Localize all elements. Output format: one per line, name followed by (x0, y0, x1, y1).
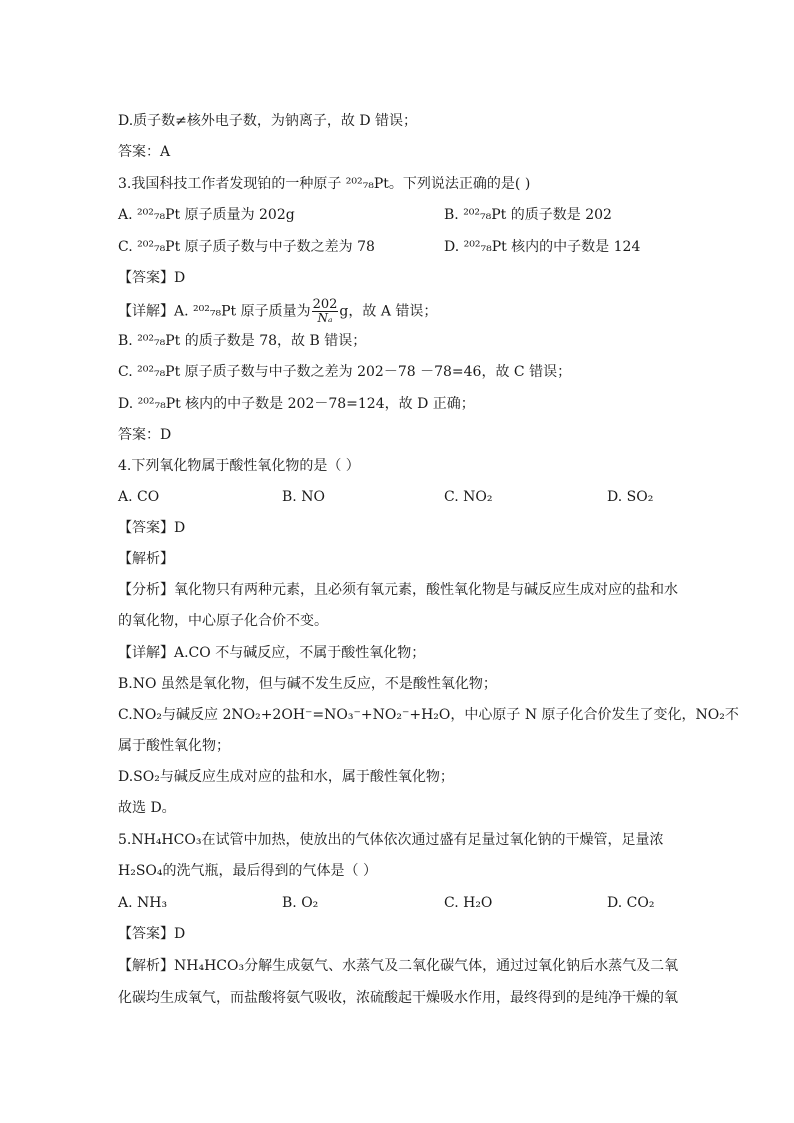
fraction (312, 298, 339, 325)
answer-label: 【答案】D (118, 926, 186, 942)
q5-option-c: C. H₂O (444, 895, 493, 911)
q4-option-c: C. NO₂ (444, 489, 493, 505)
fraction-numerator: 202 (312, 297, 338, 312)
question-3-stem: 3.我国科技工作者发现铂的一种原子 ²⁰²₇₈Pt。下列说法正确的是( ) (118, 176, 531, 192)
fraction-denominator: Nₐ (317, 311, 333, 325)
text-line: C. ²⁰²₇₈Pt 原子质子数与中子数之差为 202－78 －78=46，故 C 错误； (118, 364, 572, 380)
q3-option-d: D. ²⁰²₇₈Pt 核内的中子数是 124 (444, 239, 641, 255)
text-line: B.NO 虽然是氧化物，但与碱不发生反应，不是酸性氧化物； (118, 676, 497, 692)
q4-option-a: A. CO (118, 489, 160, 505)
text-line: C.NO₂与碱反应 2NO₂+2OH⁻=NO₃⁻+NO₂⁻+H₂O，中心原子 N 原子化合价发生了变化，NO₂不 (118, 707, 739, 723)
q5-option-d: D. CO₂ (607, 895, 655, 911)
text-line: 答案：A (118, 144, 171, 160)
analysis-label: 【解析】 (118, 551, 174, 567)
q5-option-b: B. O₂ (282, 895, 319, 911)
text-line: B. ²⁰²₇₈Pt 的质子数是 78，故 B 错误； (118, 333, 367, 349)
q4-option-d: D. SO₂ (607, 489, 654, 505)
q3-detail-prefix: 【详解】A. ²⁰²₇₈Pt 原子质量为 (118, 303, 311, 320)
q3-detail-line (118, 298, 437, 325)
q3-detail-suffix: g，故 A 错误； (339, 303, 438, 320)
text-line: D.SO₂与碱反应生成对应的盐和水，属于酸性氧化物； (118, 769, 454, 785)
text-line: 【解析】NH₄HCO₃分解生成氨气、水蒸气及二氧化碳气体，通过过氧化钠后水蒸气及二氧 (118, 958, 679, 974)
question-5-stem-cont: H₂SO₄的洗气瓶，最后得到的气体是（ ） (118, 863, 377, 879)
text-line: 化碳均生成氧气，而盐酸将氨气吸收，浓硫酸起干燥吸水作用，最终得到的是纯净干燥的氧 (118, 990, 678, 1006)
text-line: 【分析】氧化物只有两种元素，且必须有氧元素，酸性氧化物是与碱反应生成对应的盐和水 (118, 582, 678, 598)
text-line: D. ²⁰²₇₈Pt 核内的中子数是 202－78=124，故 D 正确； (118, 396, 475, 412)
q5-option-a: A. NH₃ (118, 895, 168, 911)
text-line: 属于酸性氧化物； (118, 738, 230, 754)
q3-option-c: C. ²⁰²₇₈Pt 原子质子数与中子数之差为 78 (118, 239, 375, 255)
text-line: 答案：D (118, 427, 172, 443)
text-line: 故选 D。 (118, 800, 176, 816)
text-line: D.质子数≠核外电子数，为钠离子，故 D 错误； (118, 113, 418, 129)
q3-option-a: A. ²⁰²₇₈Pt 原子质量为 202g (118, 207, 295, 223)
question-4-stem: 4.下列氧化物属于酸性氧化物的是（ ） (118, 458, 360, 474)
text-line: 【详解】A.CO 不与碱反应，不属于酸性氧化物； (118, 645, 426, 661)
q3-option-b: B. ²⁰²₇₈Pt 的质子数是 202 (444, 207, 612, 223)
answer-label: 【答案】D (118, 270, 186, 286)
answer-label: 【答案】D (118, 520, 186, 536)
text-line: 的氧化物，中心原子化合价不变。 (118, 613, 328, 629)
q4-option-b: B. NO (282, 489, 325, 505)
question-5-stem: 5.NH₄HCO₃在试管中加热，使放出的气体依次通过盛有足量过氧化钠的干燥管，足量浓 (118, 832, 664, 848)
